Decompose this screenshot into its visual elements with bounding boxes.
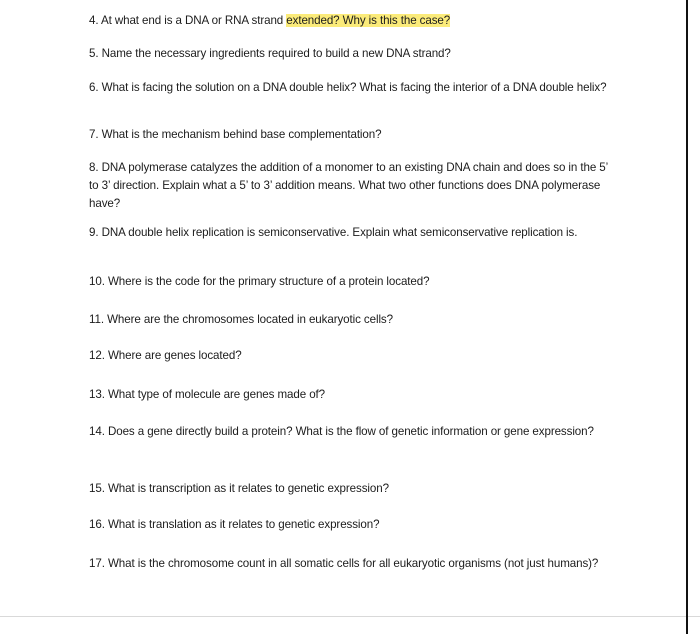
question-number: 8. xyxy=(89,161,99,174)
bottom-divider xyxy=(0,616,700,617)
question-text: What type of molecule are genes made of? xyxy=(107,388,326,401)
question-number: 7. xyxy=(89,128,99,141)
question-number: 6. xyxy=(89,81,99,94)
question-text: Where is the code for the primary structure of a protein located? xyxy=(107,275,430,288)
question-8 xyxy=(89,159,609,213)
question-text: At what end is a DNA or RNA strand xyxy=(100,14,284,27)
question-text: Where are the chromosomes located in eukaryotic cells? xyxy=(107,313,393,326)
question-number: 5. xyxy=(89,47,99,60)
question-16 xyxy=(89,516,609,534)
question-number: 11. xyxy=(89,313,104,326)
question-text: DNA double helix replication is semiconservative. Explain what semiconservative replication is. xyxy=(101,226,578,239)
question-6 xyxy=(89,79,609,97)
question-4 xyxy=(89,12,609,30)
question-text: Name the necessary ingredients required to build a new DNA strand? xyxy=(101,47,451,60)
question-number: 14. xyxy=(89,425,105,438)
question-7 xyxy=(89,126,609,144)
question-number: 12. xyxy=(89,349,105,362)
question-14 xyxy=(89,423,609,441)
question-12 xyxy=(89,347,609,365)
question-number: 16. xyxy=(89,518,105,531)
question-text: Where are genes located? xyxy=(107,349,242,362)
question-text: DNA polymerase catalyzes the addition of a monomer to an existing DNA chain and does so in the 5’ to 3’ direction. Explain what a 5’ to 3’ addition means. What two other functions does DNA polymerase have? xyxy=(89,161,608,210)
right-edge-border xyxy=(686,0,688,634)
question-10 xyxy=(89,273,609,291)
question-number: 13. xyxy=(89,388,105,401)
question-text: Does a gene directly build a protein? What is the flow of genetic information or gene expression? xyxy=(107,425,594,438)
question-9 xyxy=(89,224,609,242)
question-11 xyxy=(89,311,609,329)
highlighted-text: extended? Why is this the case? xyxy=(286,14,451,27)
question-15 xyxy=(89,480,609,498)
question-number: 9. xyxy=(89,226,99,239)
question-text: What is transcription as it relates to genetic expression? xyxy=(107,482,389,495)
question-text: What is translation as it relates to genetic expression? xyxy=(107,518,380,531)
question-number: 15. xyxy=(89,482,105,495)
question-17 xyxy=(89,555,609,573)
question-5 xyxy=(89,45,609,63)
question-13 xyxy=(89,386,609,404)
question-text: What is the mechanism behind base complementation? xyxy=(101,128,382,141)
question-text: What is facing the solution on a DNA double helix? What is facing the interior of a DNA double helix? xyxy=(101,81,607,94)
question-number: 10. xyxy=(89,275,105,288)
question-number: 4. xyxy=(89,14,99,27)
question-number: 17. xyxy=(89,557,105,570)
question-text: What is the chromosome count in all somatic cells for all eukaryotic organisms (not just humans)? xyxy=(107,557,599,570)
